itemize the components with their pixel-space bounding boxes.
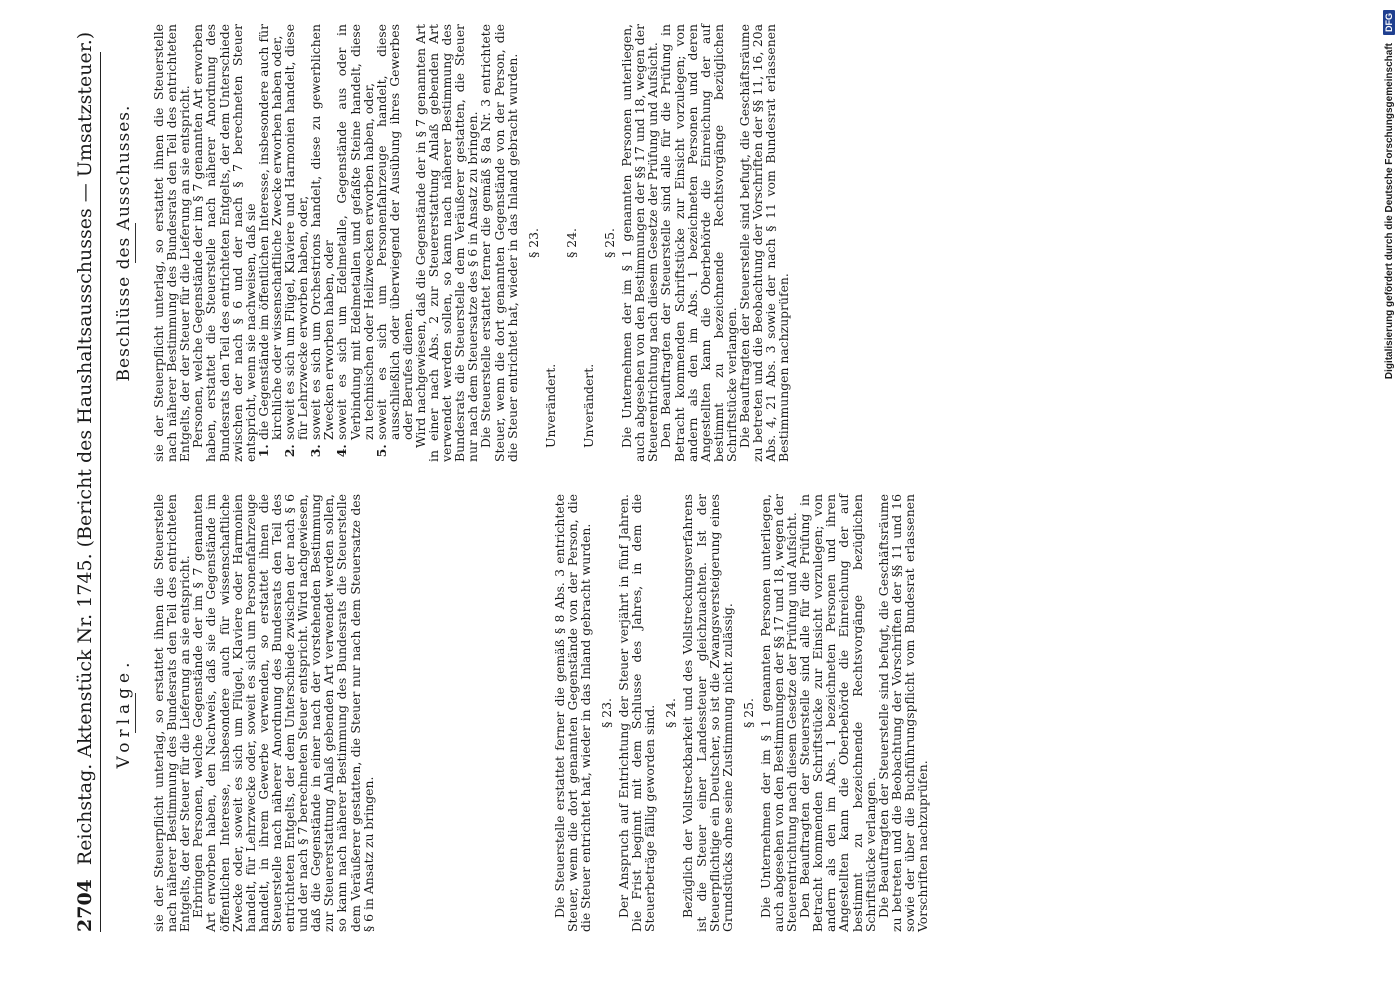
paragraph: Die Beauftragten der Steuerstelle sind befugt, die Geschäftsräume zu betreten und die Beobachtung der Vorschriften der §§ 11 und 16 sowie der über die Buchführungspflicht vom Bundesrat erlassenen Vorschriften nachzuprüfen. — [875, 494, 931, 932]
list-item: 2. soweit es sich um Flügel, Klaviere und Harmonien handelt, diese für Lehrzwecke erworben haben, oder, — [283, 24, 309, 440]
dfg-logo-icon: DFG — [1383, 10, 1395, 35]
list-item: 1. die Gegenstände im öffentlichen Interesse, insbesondere auch für kirchliche oder wissenschaftliche Zwecke erworben haben oder, — [257, 24, 283, 440]
credit-text: Digitalisierung gefördert durch die Deutsche Forschungsgemeinschaft — [1383, 43, 1395, 380]
paragraph: sie der Steuerpflicht unterlag, so erstattet ihnen die Steuerstelle nach näherer Bestimmung des Bundesrats den Teil des entrichteten Entgelts, der der Steuer für die Lieferung an sie entspricht. — [151, 494, 193, 932]
page-header — [56, 31, 101, 932]
paragraph: Die Unternehmen der im § 1 genannten Personen unterliegen, auch abgesehen von den Bestimmungen der §§ 17 und 18, wegen der Steuerentrichtung nach diesem Gesetze der Prüfung und Aufsicht. — [757, 494, 800, 932]
section-heading: § 25. — [740, 698, 756, 728]
paragraph: Unverändert. — [581, 363, 596, 448]
column-heading: Beschlüsse des Ausschusses. — [114, 104, 134, 382]
paragraph: Die Steuerstelle erstattet ferner die gemäß § 8 Abs. 3 entrichtete Steuer, wenn die dort genannten Gegenstände von der Person, die die Steuer entrichtet hat, wieder in das Inland gebracht wurden. — [551, 494, 593, 932]
list-item: 3. soweit es sich um Orchestrions handelt, diese zu gewerblichen Zwecken erworben haben, oder — [309, 24, 335, 440]
divider — [135, 223, 136, 263]
paragraph: Bezüglich der Vollstreckbarkeit und des Vollstreckungsverfahrens ist die Steuer einer Landessteuer gleichzuachten. Ist der Steuerpflichtige ein Deutscher, so ist die Zwangsversteigerung eines Grundstücks ohne seine Zustimmung nicht zulässig. — [680, 494, 735, 932]
paragraph: sie der Steuerpflicht unterlag, so erstattet ihnen die Steuerstelle nach näherer Bestimmung des Bundesrats den Teil des entrichteten Entgelts, der der Steuer für die Lieferung an sie entspricht. — [151, 24, 193, 462]
section-heading: § 24. — [563, 228, 579, 258]
paragraph: Erbringen Personen, welche Gegenstände der im § 7 genannten Art erworben haben, den Nachweis, daß sie die Gegenstände im öffentlichen Interesse, insbesondere auch für wissenschaftliche Zwecke oder, soweit es sich um Flügel, Klaviere oder Harmonien handelt, für Lehrzwecke oder, soweit es sich um Personenfahrzeuge handelt, in ihrem Gewerbe verwenden, so erstattet ihnen die Steuerstelle nach näherer Anordnung des Bundesrats den Teil des entrichteten Entgelts, der dem Unterschiede zwischen der nach § 6 und der nach § 7 berechneten Steuer entspricht. Wird nachgewiesen, daß die Gegenstände in einer nach der vorstehenden Bestimmung zur Steuererstattung Anlaß gebenden Art verwendet werden sollen, so kann nach näherer Bestimmung des Bundesrats die Steuerstelle dem Veräußerer gestatten, die Steuer nur nach dem Steuersatze des § 6 in Ansatz zu bringen. — [190, 494, 376, 932]
section-heading: § 23. — [525, 228, 541, 258]
paragraph: Personen, welche Gegenstände der im § 7 genannten Art erworben haben, erstattet die Steuerstelle nach näherer Anordnung des Bundesrats den Teil des entrichteten Entgelts, der dem Unterschiede zwischen der nach § 6 und der nach § 7 berechneten Steuer entspricht, wenn sie nachweisen, daß sie — [190, 24, 258, 462]
section-heading: § 23. — [598, 698, 614, 728]
paragraph: Der Anspruch auf Entrichtung der Steuer verjährt in fünf Jahren. Die Frist beginnt mit dem Schlusse des Jahres, in dem die Steuerbeträge fällig geworden sind. — [616, 494, 658, 932]
column-vorlage — [112, 494, 1392, 932]
list-item: 4. soweit es sich um Edelmetalle, Gegenstände aus oder in Verbindung mit Edelmetallen und gefaßte Steine handelt, diese zu technischen oder Heilzwecken erworben haben, oder, — [335, 24, 374, 440]
digitization-credit — [1361, 0, 1395, 1000]
numbered-list — [257, 24, 414, 462]
column-beschluesse — [112, 24, 1392, 462]
blank-space — [375, 494, 553, 932]
page-number: 2704 — [74, 879, 96, 932]
paragraph: Wird nachgewiesen, daß die Gegenstände der in § 7 genannten Art in einer nach Abs. 2 zur Steuererstattung Anlaß gebenden Art verwendet werden sollen, so kann nach näherer Bestimmung des Bundesrats die Steuerstelle dem Veräußerer gestatten, die Steuer nur nach dem Steuersatze des § 6 in Ansatz zu bringen. — [412, 24, 481, 462]
paragraph: Den Beauftragten der Steuerstelle sind alle für die Prüfung in Betracht kommenden Schriftstücke zur Einsicht vorzulegen; von andern als den im Abs. 1 bezeichneten Personen und deren Angestellten kann die Oberbehörde die Einreichung der auf bestimmt zu bezeichnende Rechtsvorgänge bezüglichen Schriftstücke verlangen. — [658, 24, 739, 462]
paragraph: Die Steuerstelle erstattet ferner die gemäß § 8a Nr. 3 entrichtete Steuer, wenn die dort genannten Gegenstände von der Person, die die Steuer entrichtet hat, wieder in das Inland gebracht wurden. — [478, 24, 520, 462]
paragraph: Den Beauftragten der Steuerstelle sind alle für die Prüfung in Betracht kommenden Schriftstücke zur Einsicht vorzulegen; von andern als den im Abs. 1 bezeichneten Personen und ihren Angestellten kann die Oberbehörde die Einreichung der auf bestimmt zu bezeichnende Rechtsvorgänge bezüglichen Schriftstücke verlangen. — [797, 494, 878, 932]
paragraph: Unverändert. — [542, 363, 558, 448]
paragraph: Die Beauftragten der Steuerstelle sind befugt, die Geschäftsräume zu betreten und die Beobachtung der Vorschriften der §§ 11, 16, 20a Abs. 4, 21 Abs. 3 sowie der nach § 11 vom Bundesrat erlassenen Bestimmungen nachzuprüfen. — [737, 24, 792, 462]
divider — [135, 693, 136, 733]
section-heading: § 24. — [663, 698, 679, 728]
section-heading: § 25. — [602, 228, 618, 258]
page-title: Reichstag. Aktenstück Nr. 1745. (Bericht des Haushaltsausschusses — Umsatzsteuer.) — [74, 31, 96, 866]
list-item: 5. soweit es sich um Personenfahrzeuge handelt, diese ausschließlich oder überwiegend der Ausübung ihres Gewerbes oder Berufes dienen. — [375, 24, 414, 440]
column-heading: Vorlage. — [114, 657, 134, 769]
paragraph: Die Unternehmen der im § 1 genannten Personen unterliegen, auch abgesehen von den Bestimmungen der §§ 17 und 18, wegen der Steuerentrichtung nach diesem Gesetze der Prüfung und Aufsicht. — [619, 24, 661, 462]
